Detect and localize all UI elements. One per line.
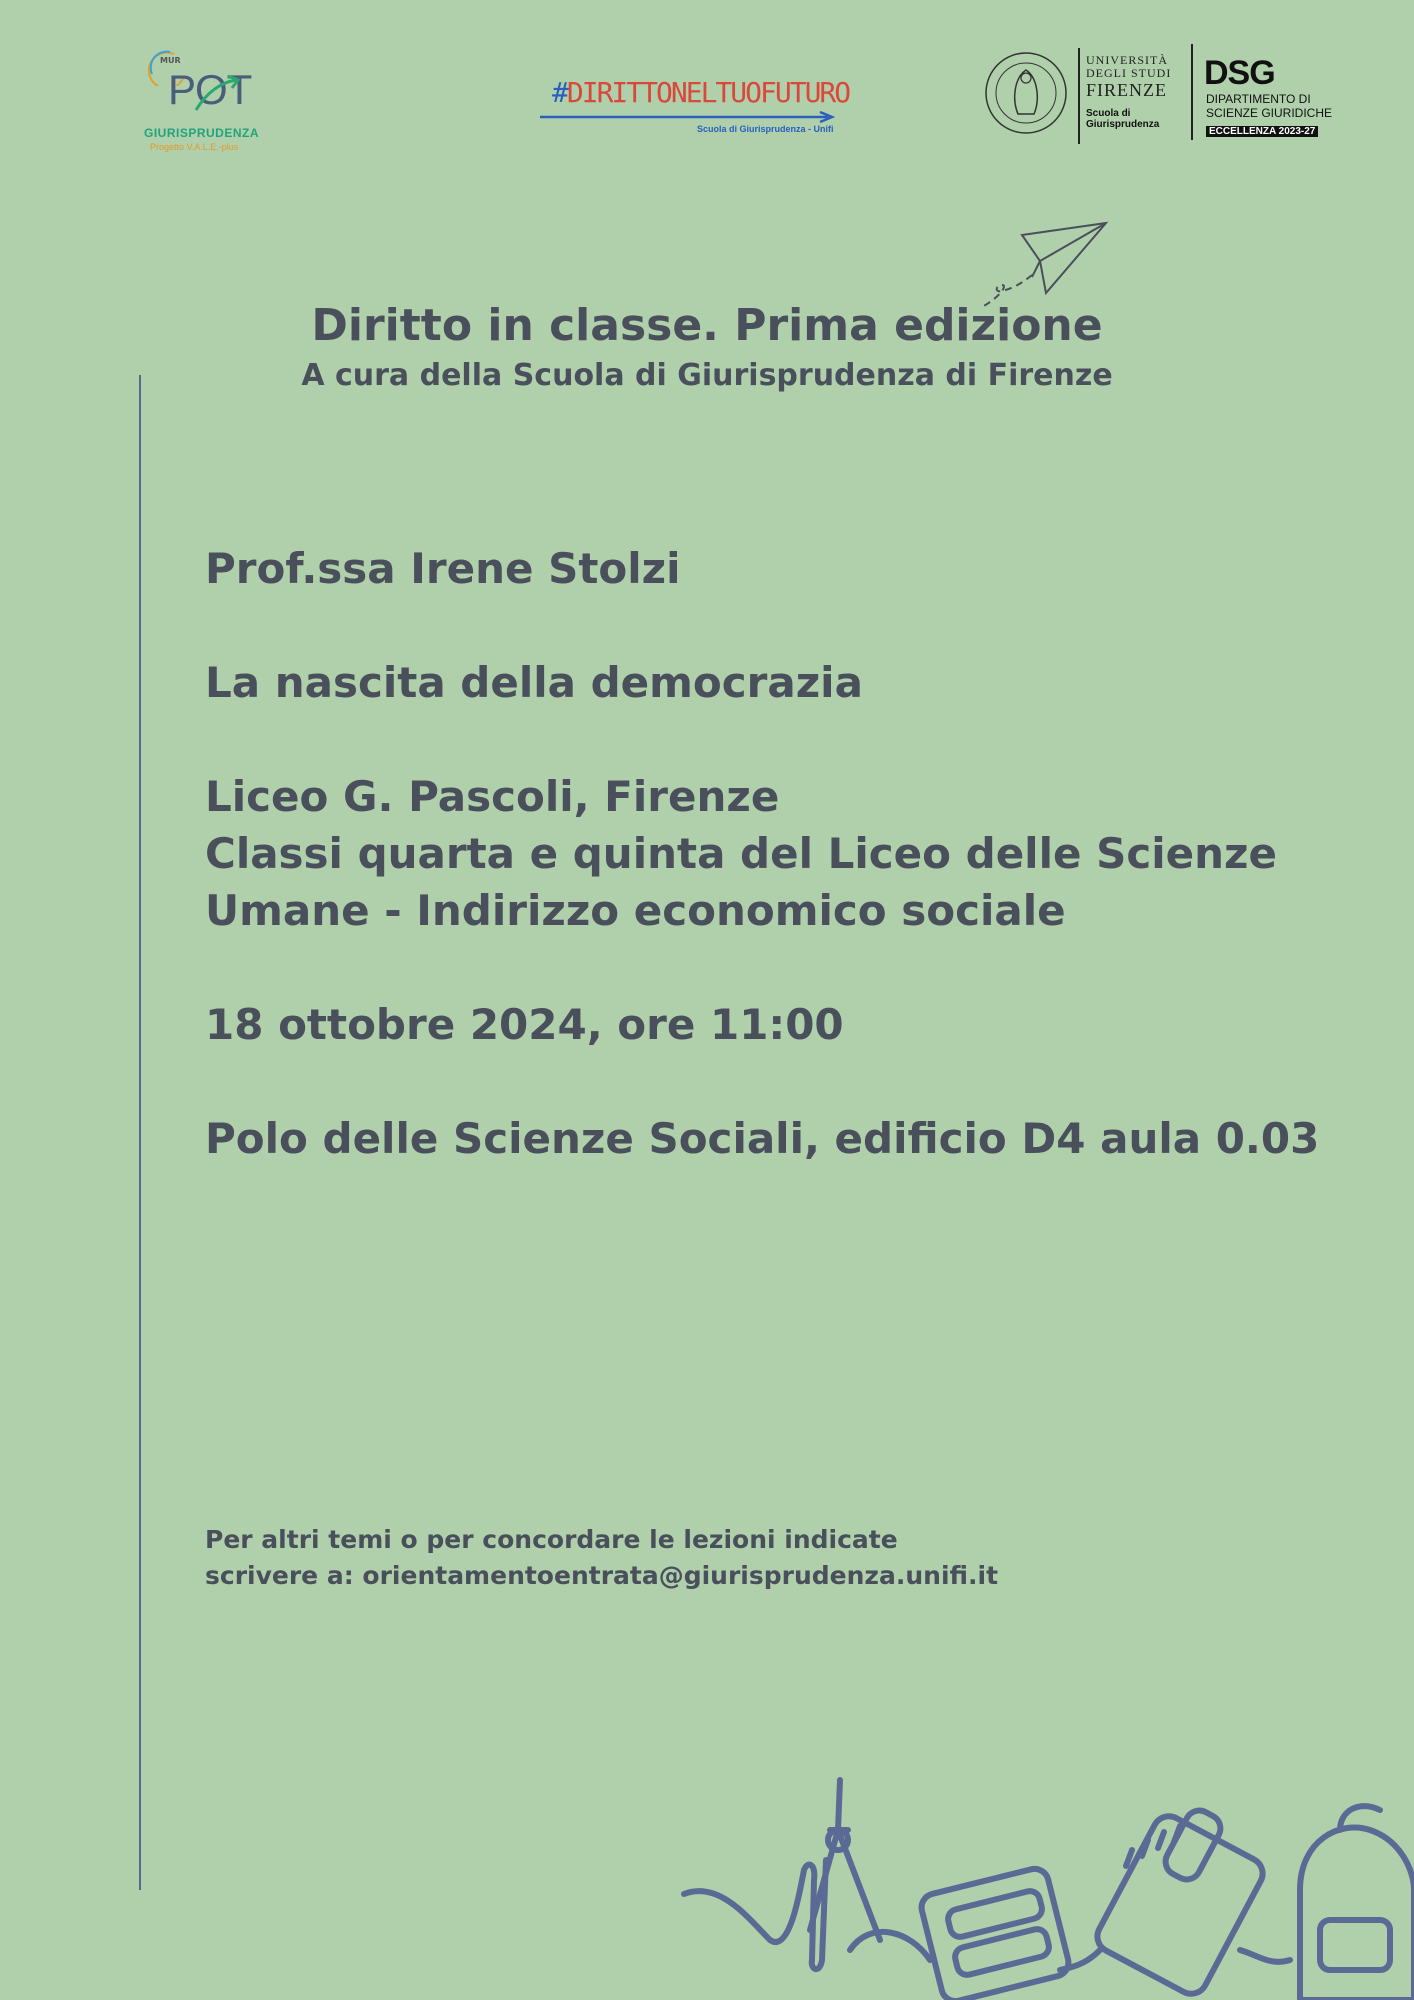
page-title: Diritto in classe. Prima edizione <box>311 300 1103 351</box>
dsg-dept <box>1206 92 1332 120</box>
footer-line2[interactable]: scrivere a: orientamentoentrata@giurisprudenza.unifi.it <box>205 1561 999 1590</box>
contact-footer <box>205 1522 998 1594</box>
dsg-excellence-badge: ECCELLENZA 2023-27 <box>1206 126 1318 137</box>
unifi-line3: FIRENZE <box>1086 80 1167 100</box>
classes-line2: Umane - Indirizzo economico sociale <box>205 886 1066 935</box>
left-rule <box>139 375 141 1890</box>
pot-dept-label: GIURISPRUDENZA <box>144 126 260 140</box>
hashtag-text: DIRITTONELTUOFUTURO <box>566 76 850 109</box>
datetime: 18 ottobre 2024, ore 11:00 <box>205 1000 844 1049</box>
pot-mur-label: MUR <box>160 56 181 65</box>
dsg-dept-line1: DIPARTIMENTO DI <box>1206 92 1311 106</box>
hashtag-subtitle: Scuola di Giurisprudenza - Unifi <box>697 124 834 134</box>
school: Liceo G. Pascoli, Firenze <box>205 772 780 821</box>
footer-line1: Per altri temi o per concordare le lezioni indicate <box>205 1525 898 1554</box>
event-details <box>205 540 1385 1167</box>
page-subtitle: A cura della Scuola di Giurisprudenza di Firenze <box>301 358 1113 393</box>
topic: La nascita della democrazia <box>205 658 863 707</box>
pot-project-label: Progetto V.A.L.E.-plus <box>150 142 239 152</box>
unifi-scuola <box>1086 108 1159 130</box>
unifi-line1: UNIVERSITÀ <box>1086 53 1168 67</box>
hashtag-arrow-icon <box>538 110 838 124</box>
logo-divider <box>1191 44 1193 140</box>
classes-line1: Classi quarta e quinta del Liceo delle Scienze <box>205 829 1277 878</box>
speaker: Prof.ssa Irene Stolzi <box>205 544 681 593</box>
school-supplies-doodle-icon <box>680 1770 1414 2000</box>
pot-logo <box>140 44 270 156</box>
dsg-acronym: DSG <box>1204 54 1275 92</box>
unifi-dsg-logo <box>984 44 1384 144</box>
hashtag-hash: # <box>552 76 567 109</box>
dsg-dept-line2: SCIENZE GIURIDICHE <box>1206 106 1333 120</box>
pot-name: POT <box>168 66 252 113</box>
pot-arrow-icon <box>192 74 242 118</box>
unifi-line2: DEGLI STUDI <box>1086 66 1172 80</box>
unifi-seal-icon <box>984 48 1068 138</box>
venue: Polo delle Scienze Sociali, edificio D4 aula 0.03 <box>205 1114 1320 1163</box>
hashtag-logo <box>552 76 849 109</box>
unifi-scuola-line1: Scuola di <box>1086 108 1131 119</box>
unifi-name <box>1086 54 1171 100</box>
logo-divider <box>1078 48 1080 144</box>
unifi-scuola-line2: Giurisprudenza <box>1086 119 1160 130</box>
